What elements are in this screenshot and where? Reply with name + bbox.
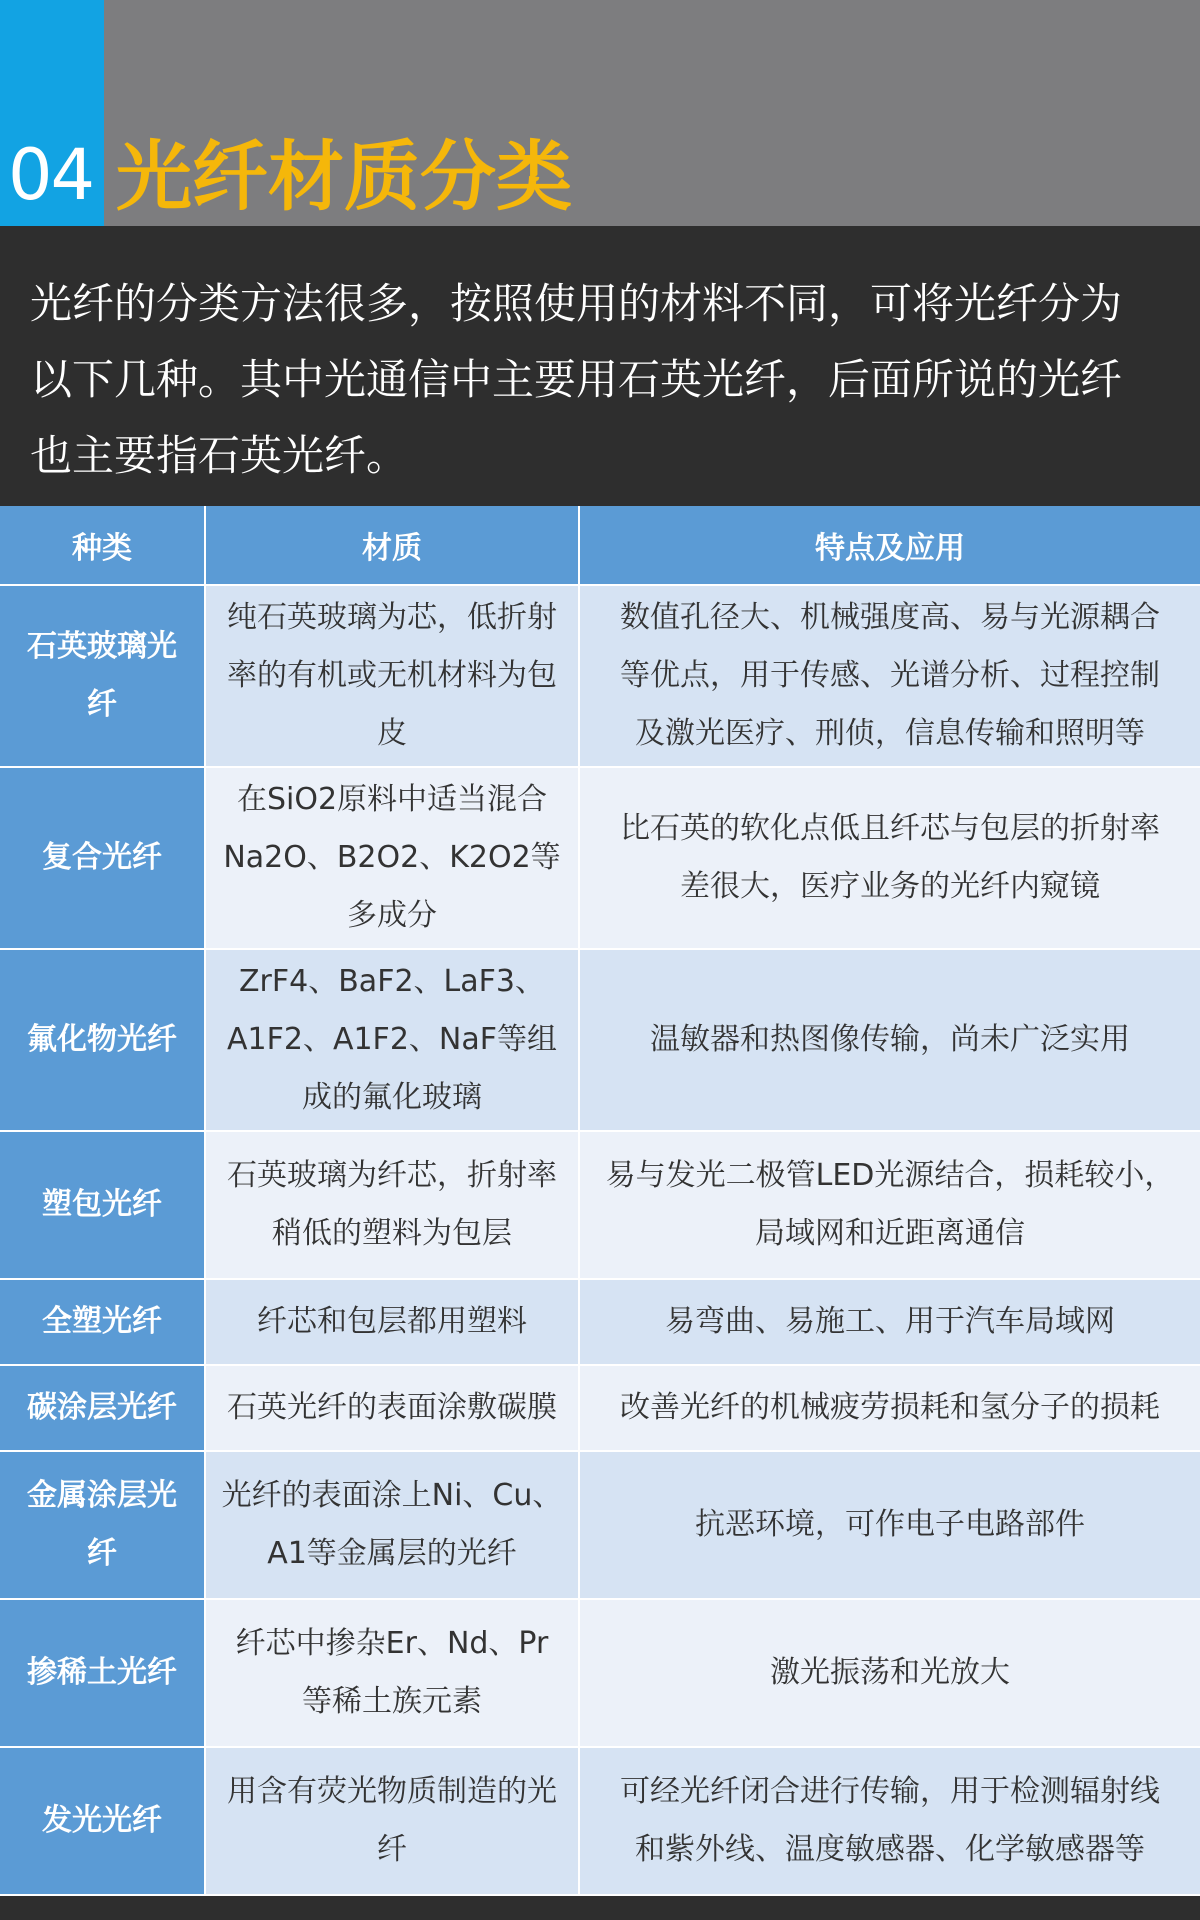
cell-line: 纤芯中掺杂Er、Nd、Pr [235, 1626, 549, 1661]
feature-cell [580, 1748, 1200, 1896]
type-cell [0, 768, 206, 950]
type-cell-text [27, 1379, 177, 1437]
type-cell-text [42, 1176, 162, 1234]
material-cell [206, 586, 580, 768]
page-title: 光纤材质分类 [116, 132, 572, 221]
cell-line: 塑包光纤 [42, 1187, 162, 1222]
cell-line: 和紫外线、温度敏感器、化学敏感器等 [635, 1832, 1145, 1867]
cell-line: 成的氟化玻璃 [302, 1080, 482, 1115]
cell-line: 光纤的表面涂上Ni、Cu、 [221, 1478, 563, 1513]
type-cell [0, 586, 206, 768]
feature-cell [580, 950, 1200, 1132]
cell-line: A1等金属层的光纤 [267, 1536, 517, 1571]
type-cell-text [42, 829, 162, 887]
fiber-classification-table [0, 506, 1200, 1896]
header-cell-material: 材质 [206, 506, 580, 586]
cell-line: 发光光纤 [42, 1803, 162, 1838]
cell-line: 氟化物光纤 [27, 1022, 177, 1057]
cell-line: Na2O、B2O2、K2O2等 [223, 840, 561, 875]
cell-line: 稍低的塑料为包层 [272, 1216, 512, 1251]
type-cell [0, 1132, 206, 1280]
type-cell-text [27, 1467, 177, 1583]
type-cell [0, 1748, 206, 1896]
type-cell-text [27, 1011, 177, 1069]
material-cell-text [227, 589, 557, 763]
cell-line: 石英玻璃光 [27, 629, 177, 664]
cell-line: 可经光纤闭合进行传输，用于检测辐射线 [620, 1774, 1160, 1809]
material-cell [206, 1132, 580, 1280]
material-cell-text [227, 1763, 557, 1879]
intro-line: 也主要指石英光纤。 [30, 431, 409, 480]
feature-cell-text [606, 1147, 1175, 1263]
table-row [0, 768, 1200, 950]
feature-cell [580, 1452, 1200, 1600]
material-cell [206, 1748, 580, 1896]
type-cell [0, 1600, 206, 1748]
feature-cell-text [665, 1293, 1115, 1351]
type-cell [0, 950, 206, 1132]
cell-line: 温敏器和热图像传输，尚未广泛实用 [650, 1022, 1130, 1057]
material-cell [206, 1280, 580, 1366]
intro-text [30, 266, 1180, 494]
table-row [0, 1366, 1200, 1452]
cell-line: 纯石英玻璃为芯，低折射 [227, 600, 557, 635]
feature-cell [580, 1132, 1200, 1280]
cell-line: 多成分 [346, 898, 437, 933]
cell-line: 比石英的软化点低且纤芯与包层的折射率 [620, 811, 1160, 846]
header-cell-feature: 特点及应用 [580, 506, 1200, 586]
cell-line: 皮 [377, 716, 407, 751]
feature-cell-text [620, 589, 1160, 763]
intro-line: 光纤的分类方法很多，按照使用的材料不同，可将光纤分为 [30, 279, 1123, 328]
material-cell-text [223, 771, 560, 945]
material-cell [206, 1366, 580, 1452]
cell-line: 差很大，医疗业务的光纤内窥镜 [680, 869, 1100, 904]
material-cell-text [257, 1293, 527, 1351]
cell-line: 数值孔径大、机械强度高、易与光源耦合 [620, 600, 1160, 635]
cell-line: 石英玻璃为纤芯，折射率 [227, 1158, 557, 1193]
type-cell-text [42, 1792, 162, 1850]
feature-cell [580, 586, 1200, 768]
header-banner [0, 0, 1200, 226]
material-cell-text [227, 953, 557, 1127]
type-cell-text [27, 1644, 177, 1702]
cell-line: 纤 [87, 1536, 117, 1571]
cell-line: 局域网和近距离通信 [755, 1216, 1025, 1251]
cell-line: 复合光纤 [42, 840, 162, 875]
cell-line: 率的有机或无机材料为包 [227, 658, 557, 693]
material-cell [206, 768, 580, 950]
type-cell-text [42, 1293, 162, 1351]
table-row [0, 1452, 1200, 1600]
cell-line: 金属涂层光 [27, 1478, 177, 1513]
feature-cell [580, 1280, 1200, 1366]
cell-line: 纤 [87, 687, 117, 722]
cell-line: 纤芯和包层都用塑料 [257, 1304, 527, 1339]
table-body [0, 586, 1200, 1896]
cell-line: 易弯曲、易施工、用于汽车局域网 [665, 1304, 1115, 1339]
material-cell-text [227, 1147, 557, 1263]
cell-line: ZrF4、BaF2、LaF3、 [239, 964, 545, 999]
cell-line: 用含有荧光物质制造的光 [227, 1774, 557, 1809]
material-cell-text [227, 1379, 557, 1437]
cell-line: 石英光纤的表面涂敷碳膜 [227, 1390, 557, 1425]
cell-line: 激光振荡和光放大 [770, 1655, 1010, 1690]
type-cell [0, 1366, 206, 1452]
feature-cell [580, 1366, 1200, 1452]
intro-panel [0, 226, 1200, 506]
type-cell [0, 1452, 206, 1600]
section-number: 04 [8, 134, 94, 216]
feature-cell-text [620, 1763, 1160, 1879]
material-cell [206, 950, 580, 1132]
type-cell [0, 1280, 206, 1366]
material-cell-text [222, 1467, 563, 1583]
feature-cell [580, 1600, 1200, 1748]
table-row [0, 586, 1200, 768]
cell-line: 碳涂层光纤 [27, 1390, 177, 1425]
table-row [0, 1132, 1200, 1280]
cell-line: 全塑光纤 [42, 1304, 162, 1339]
table-row [0, 950, 1200, 1132]
material-cell [206, 1452, 580, 1600]
cell-line: 及激光医疗、刑侦，信息传输和照明等 [635, 716, 1145, 751]
feature-cell-text [620, 1379, 1160, 1437]
cell-line: 在SiO2原料中适当混合 [236, 782, 548, 817]
intro-line: 以下几种。其中光通信中主要用石英光纤，后面所说的光纤 [30, 355, 1123, 404]
cell-line: 等稀土族元素 [301, 1684, 482, 1719]
type-cell-text [27, 618, 177, 734]
table-row [0, 1280, 1200, 1366]
feature-cell-text [770, 1644, 1010, 1702]
feature-cell-text [620, 800, 1160, 916]
cell-line: 等优点，用于传感、光谱分析、过程控制 [620, 658, 1160, 693]
cell-line: A1F2、A1F2、NaF等组 [227, 1022, 557, 1057]
material-cell-text [236, 1615, 549, 1731]
header-cell-type: 种类 [0, 506, 206, 586]
cell-line: 纤 [377, 1832, 407, 1867]
feature-cell-text [695, 1496, 1085, 1554]
material-cell [206, 1600, 580, 1748]
table-header-row [0, 506, 1200, 586]
table-row [0, 1600, 1200, 1748]
cell-line: 抗恶环境，可作电子电路部件 [695, 1507, 1085, 1542]
table-row [0, 1748, 1200, 1896]
cell-line: 掺稀土光纤 [27, 1655, 177, 1690]
feature-cell [580, 768, 1200, 950]
bottom-bar [0, 1904, 1200, 1920]
cell-line: 改善光纤的机械疲劳损耗和氢分子的损耗 [620, 1390, 1160, 1425]
cell-line: 易与发光二极管LED光源结合，损耗较小， [605, 1158, 1175, 1193]
feature-cell-text [650, 1011, 1130, 1069]
